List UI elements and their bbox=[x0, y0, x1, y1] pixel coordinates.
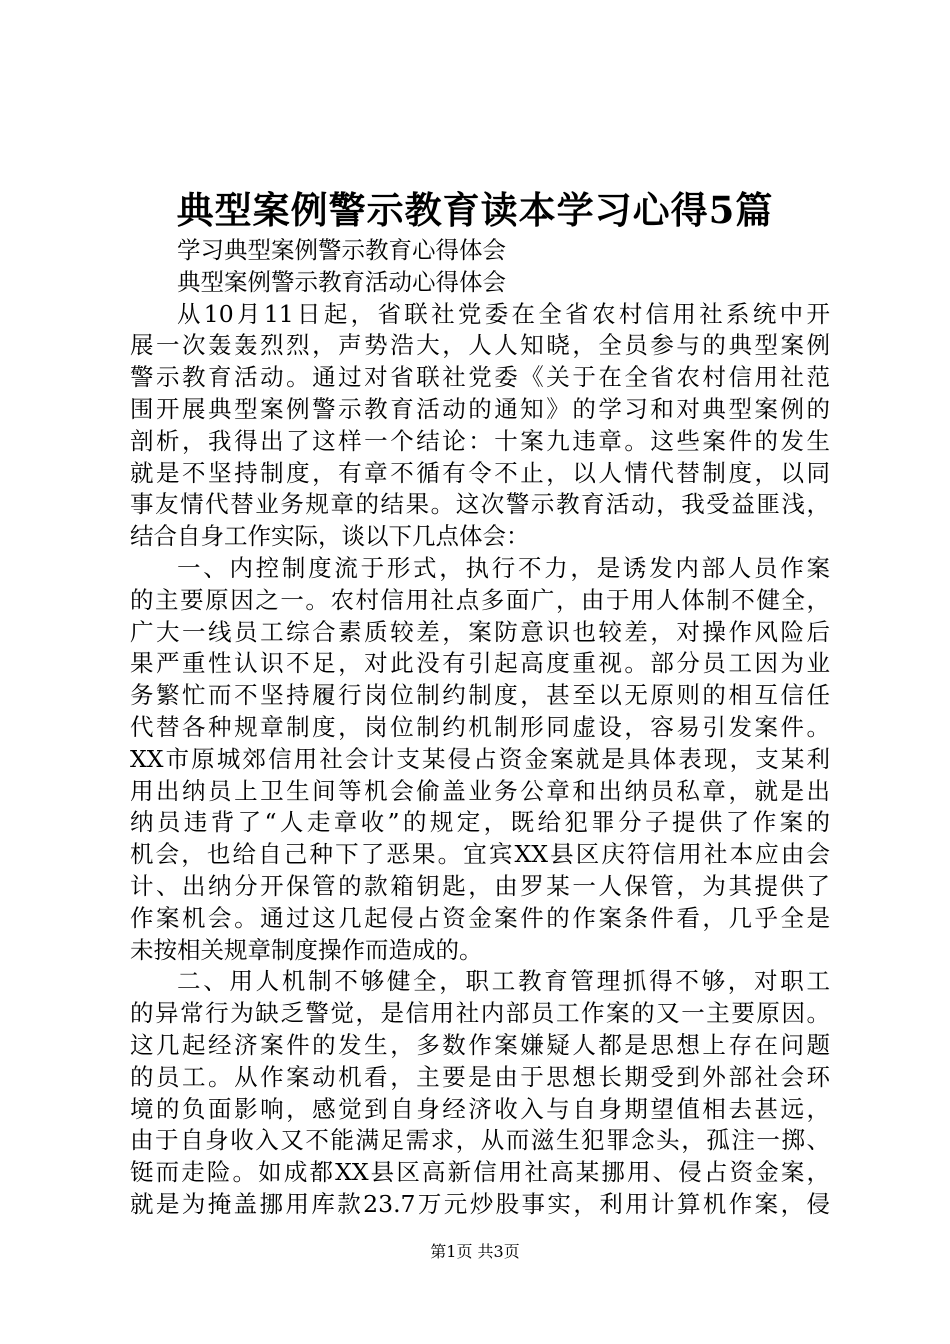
text-line: 就是为掩盖挪用库款23.7万元炒股事实，利用计算机作案，侵 bbox=[130, 1189, 830, 1218]
text-line: 的员工。从作案动机看，主要是由于思想长期受到外部社会环 bbox=[130, 1062, 830, 1091]
text-line: 未按相关规章制度操作而造成的。 bbox=[130, 935, 483, 964]
text-line: 由于自身收入又不能满足需求，从而滋生犯罪念头，孤注一掷、 bbox=[130, 1126, 830, 1155]
text-line: 学习典型案例警示教育心得体会 bbox=[177, 236, 506, 264]
document-title: 典型案例警示教育读本学习心得5篇 bbox=[176, 188, 774, 232]
text-line: 警示教育活动。通过对省联社党委《关于在全省农村信用社范 bbox=[130, 363, 830, 392]
text-line: 事友情代替业务规章的结果。这次警示教育活动，我受益匪浅， bbox=[130, 490, 830, 519]
text-line: 用出纳员上卫生间等机会偷盖业务公章和出纳员私章，就是出 bbox=[130, 776, 830, 805]
text-line: 纳员违背了“人走章收”的规定，既给犯罪分子提供了作案的 bbox=[130, 808, 830, 837]
text-line: 展一次轰轰烈烈，声势浩大，人人知晓，全员参与的典型案例 bbox=[130, 331, 830, 360]
text-line: 这几起经济案件的发生，多数作案嫌疑人都是思想上存在问题 bbox=[130, 1030, 830, 1059]
text-line: XX市原城郊信用社会计支某侵占资金案就是具体表现，支某利 bbox=[130, 744, 830, 773]
text-line: 代替各种规章制度，岗位制约机制形同虚设，容易引发案件。 bbox=[130, 712, 830, 741]
text-line: 广大一线员工综合素质较差，案防意识也较差，对操作风险后 bbox=[130, 617, 830, 646]
text-line: 结合自身工作实际，谈以下几点体会： bbox=[130, 522, 530, 551]
document-body bbox=[130, 235, 830, 1221]
text-line: 典型案例警示教育活动心得体会 bbox=[177, 267, 506, 296]
text-line: 务繁忙而不坚持履行岗位制约制度，甚至以无原则的相互信任 bbox=[130, 681, 830, 710]
text-line: 一、内控制度流于形式，执行不力，是诱发内部人员作案 bbox=[177, 553, 830, 582]
text-line: 果严重性认识不足，对此没有引起高度重视。部分员工因为业 bbox=[130, 649, 830, 678]
text-line: 二、用人机制不够健全，职工教育管理抓得不够，对职工 bbox=[177, 967, 830, 996]
text-line: 计、出纳分开保管的款箱钥匙，由罗某一人保管，为其提供了 bbox=[130, 871, 830, 900]
text-line: 就是不坚持制度，有章不循有令不止，以人情代替制度，以同 bbox=[130, 458, 830, 487]
page-footer: 第1页 共3页 bbox=[430, 1242, 520, 1261]
text-line: 作案机会。通过这几起侵占资金案件的作案条件看，几乎全是 bbox=[130, 903, 830, 932]
text-line: 的主要原因之一。农村信用社点多面广，由于用人体制不健全， bbox=[130, 585, 830, 614]
text-line: 境的负面影响，感觉到自身经济收入与自身期望值相去甚远， bbox=[130, 1094, 830, 1123]
text-line: 的异常行为缺乏警觉，是信用社内部员工作案的又一主要原因。 bbox=[130, 999, 830, 1028]
text-line: 围开展典型案例警示教育活动的通知》的学习和对典型案例的 bbox=[130, 394, 830, 423]
text-line: 机会，也给自己种下了恶果。宜宾XX县区庆符信用社本应由会 bbox=[130, 840, 830, 869]
text-line: 剖析，我得出了这样一个结论：十案九违章。这些案件的发生 bbox=[130, 426, 830, 455]
text-line: 从10月11日起，省联社党委在全省农村信用社系统中开 bbox=[177, 299, 830, 328]
text-line: 铤而走险。如成都XX县区高新信用社高某挪用、侵占资金案， bbox=[130, 1158, 830, 1187]
